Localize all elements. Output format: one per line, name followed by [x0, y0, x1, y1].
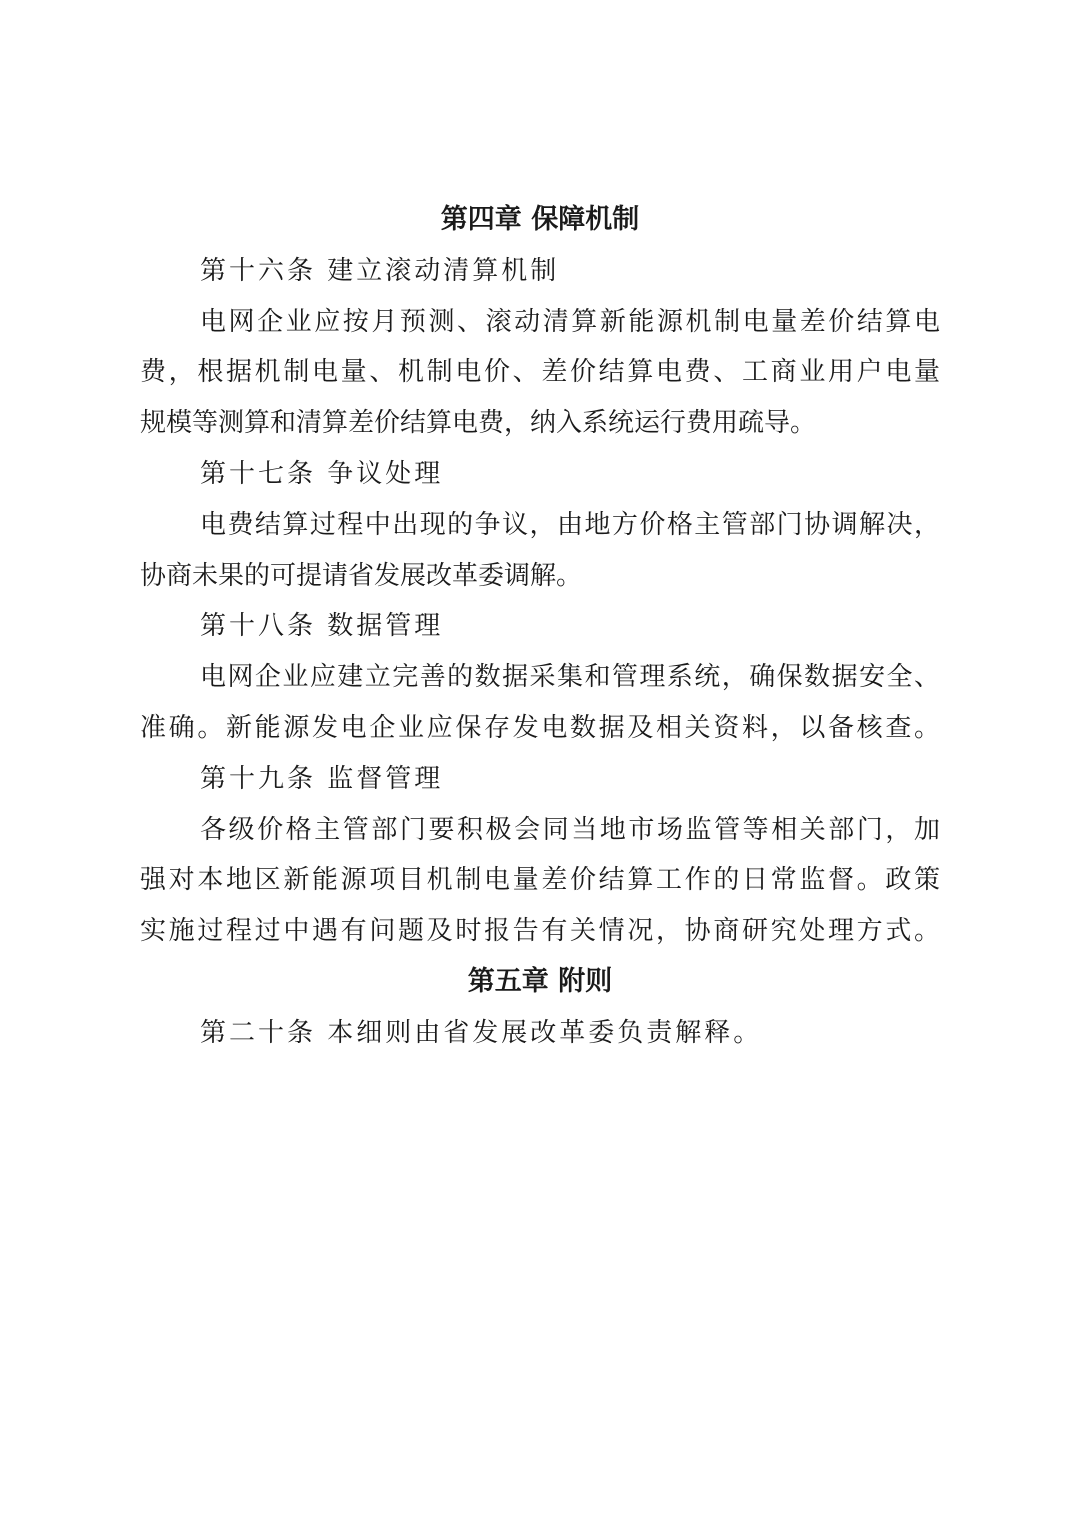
paragraph-line: 费，根据机制电量、机制电价、差价结算电费、工商业用户电量 — [140, 357, 940, 388]
paragraph-line: 电网企业应建立完善的数据采集和管理系统，确保数据安全、 — [200, 662, 940, 693]
article-heading: 第十九条 监督管理 — [200, 763, 444, 794]
paragraph-line: 规模等测算和清算差价结算电费，纳入系统运行费用疏导。 — [140, 408, 817, 439]
paragraph-line: 电网企业应按月预测、滚动清算新能源机制电量差价结算电 — [200, 306, 940, 337]
chapter-title: 第五章 附则 — [467, 965, 613, 997]
document-page — [140, 195, 940, 1059]
paragraph-line: 实施过程过中遇有问题及时报告有关情况，协商研究处理方式。 — [140, 916, 940, 947]
paragraph-line: 电费结算过程中出现的争议，由地方价格主管部门协调解决， — [200, 509, 940, 540]
chapter-title: 第四章 保障机制 — [440, 204, 640, 235]
article-text: 第二十条 本细则由省发展改革委负责解释。 — [200, 1017, 763, 1048]
paragraph-line: 协商未果的可提请省发展改革委调解。 — [140, 560, 583, 591]
paragraph-line: 强对本地区新能源项目机制电量差价结算工作的日常监督。政策 — [140, 865, 940, 896]
article-heading: 第十八条 数据管理 — [200, 611, 444, 642]
paragraph-line: 各级价格主管部门要积极会同当地市场监管等相关部门，加 — [200, 814, 940, 845]
article-heading: 第十六条 建立滚动清算机制 — [200, 255, 560, 286]
paragraph-line: 准确。新能源发电企业应保存发电数据及相关资料，以备核查。 — [140, 712, 940, 743]
article-heading: 第十七条 争议处理 — [200, 458, 444, 489]
